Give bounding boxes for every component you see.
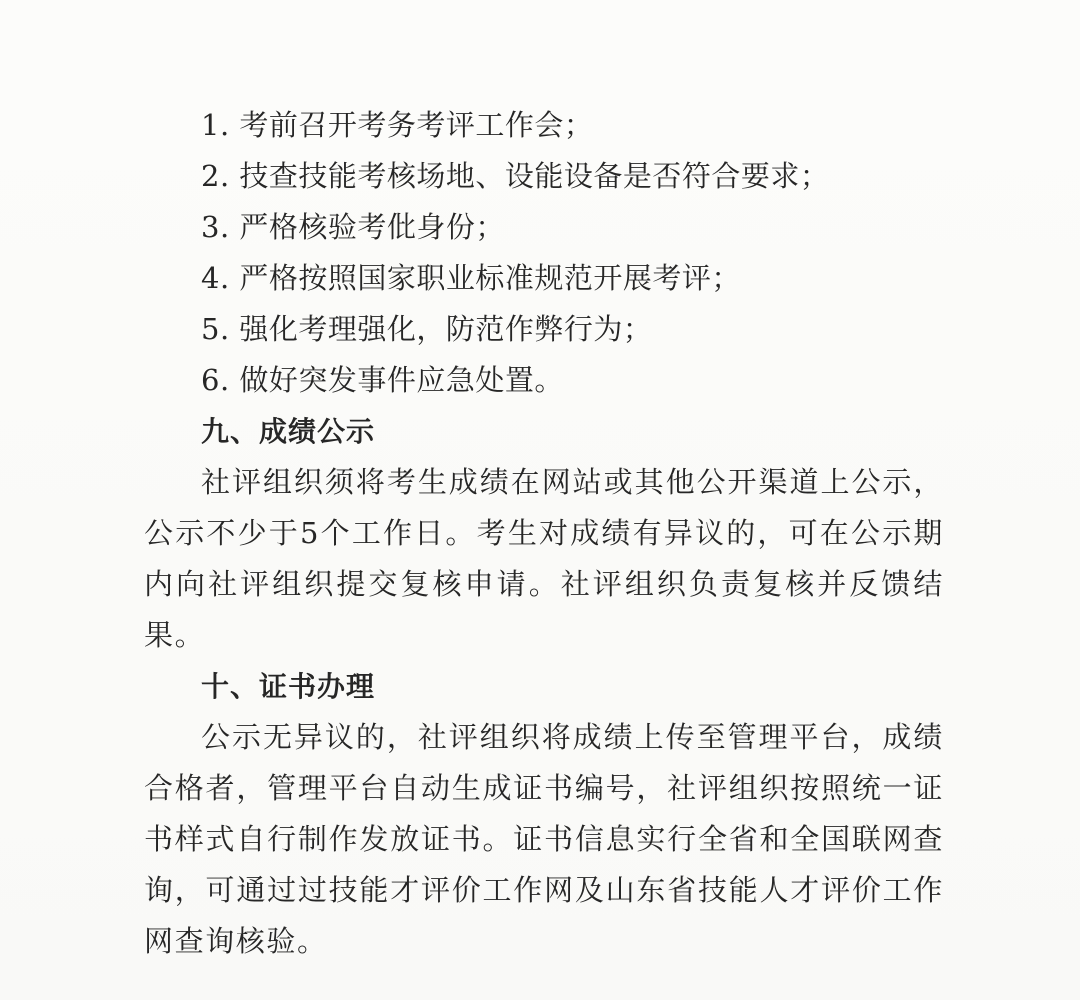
list-item: 6. 做好突发事件应急处置。 — [201, 363, 564, 397]
list-item: 5. 强化考理强化，防范作弊行为； — [201, 312, 653, 346]
list-item: 3. 严格核验考仳身份； — [201, 210, 505, 244]
list-item: 1. 考前召开考务考评工作会； — [201, 108, 594, 142]
paragraph-certificate: 公示无异议的，社评组织将成绩上传至管理平台，成绩合格者，管理平台自动生成证书编号，社评组织按照统一证书样式自行制作发放证书。证书信息实行全省和全国联网查询，可通过过技能才评价工作网及山东省技能人才评价工作网查询核验。 — [144, 720, 944, 958]
paragraph-score-publicity: 社评组织须将考生成绩在网站或其他公开渠道上公示，公示不少于5个工作日。考生对成绩有异议的，可在公示期内向社评组织提交复核申请。社评组织负责复核并反馈结果。 — [144, 465, 944, 652]
document-body — [144, 100, 944, 967]
list-item: 4. 严格按照国家职业标准规范开展考评； — [201, 261, 741, 295]
section-heading-score-publicity: 九、成绩公示 — [201, 415, 376, 448]
list-item: 2. 技查技能考核场地、设能设备是否符合要求； — [201, 159, 830, 193]
section-heading-certificate: 十、证书办理 — [201, 670, 376, 703]
